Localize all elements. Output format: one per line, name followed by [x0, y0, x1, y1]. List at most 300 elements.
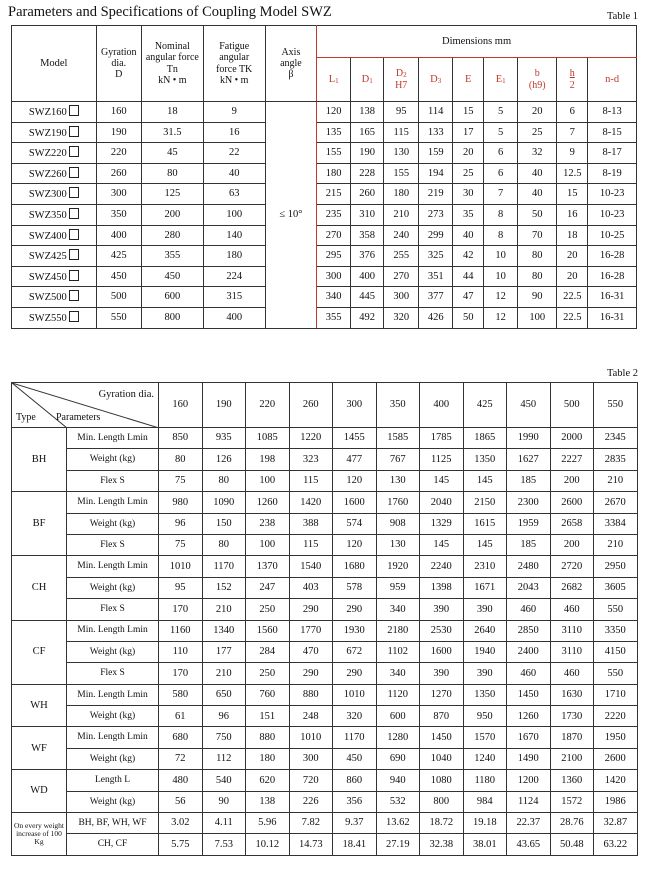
- header-model: Model: [12, 26, 97, 102]
- table2-cell: 200: [550, 470, 594, 491]
- table2-cell: 185: [507, 470, 551, 491]
- table2-cell: 850: [159, 428, 203, 449]
- table2-cell: 1940: [463, 641, 507, 662]
- table2-cell: 238: [246, 513, 290, 534]
- table2-cell: 38.01: [463, 834, 507, 855]
- table1-cell: 50: [518, 204, 557, 225]
- table2-cell: 1010: [289, 727, 333, 748]
- table2-cell: 1710: [594, 684, 638, 705]
- table2-cell: 22.37: [507, 813, 551, 834]
- table2-cell: 120: [333, 534, 377, 555]
- table1-cell: 80: [141, 163, 203, 184]
- table1-cell: 16-28: [588, 266, 637, 287]
- table2-cell: 680: [159, 727, 203, 748]
- table2-cell: 1959: [507, 513, 551, 534]
- table2-row: [12, 791, 638, 812]
- table2-cell: 1080: [420, 770, 464, 791]
- table2-cell: 145: [420, 534, 464, 555]
- table1-cell: 492: [351, 307, 384, 328]
- table2-cell: 1450: [507, 684, 551, 705]
- parameter-cell: Flex S: [67, 663, 159, 684]
- table1-cell: 125: [141, 184, 203, 205]
- table2-row: [12, 748, 638, 769]
- table2-cell: 50.48: [550, 834, 594, 855]
- table2-header-row: [12, 383, 638, 428]
- table1-cell: 16-28: [588, 246, 637, 267]
- table1-cell: 6: [484, 163, 518, 184]
- table1-cell: 9: [203, 102, 265, 123]
- table2: [11, 382, 638, 856]
- table2-column-header: 160: [159, 383, 203, 428]
- table2-cell: 80: [159, 449, 203, 470]
- table2-cell: 126: [202, 449, 246, 470]
- table1-cell: 310: [351, 204, 384, 225]
- table2-cell: 2480: [507, 556, 551, 577]
- table1-cell: 80: [518, 266, 557, 287]
- table2-cell: 1040: [420, 748, 464, 769]
- parameter-cell: Min. Length Lmin: [67, 684, 159, 705]
- table2-column-header: 450: [507, 383, 551, 428]
- parameter-cell: Weight (kg): [67, 706, 159, 727]
- table2-cell: 540: [202, 770, 246, 791]
- table1-cell: 16-31: [588, 307, 637, 328]
- table2-cell: 63.22: [594, 834, 638, 855]
- table2-cell: 2310: [463, 556, 507, 577]
- table1-row: [12, 246, 637, 267]
- table2-cell: 1270: [420, 684, 464, 705]
- table2-cell: 650: [202, 684, 246, 705]
- table2-cell: 200: [550, 534, 594, 555]
- table2-cell: 1680: [333, 556, 377, 577]
- table2-cell: 5.96: [246, 813, 290, 834]
- table1-cell: 800: [141, 307, 203, 328]
- table2-cell: 1615: [463, 513, 507, 534]
- table2-cell: 959: [376, 577, 420, 598]
- table2-cell: 2150: [463, 492, 507, 513]
- table2-cell: 950: [463, 706, 507, 727]
- checkbox-square-icon: [69, 311, 79, 322]
- corner-parameters-label: Parameters: [56, 412, 101, 423]
- table2-cell: 1572: [550, 791, 594, 812]
- table2-row: [12, 428, 638, 449]
- table1-cell: 165: [351, 122, 384, 143]
- table2-cell: 390: [420, 663, 464, 684]
- table2-cell: 390: [463, 599, 507, 620]
- corner-gyration-label: Gyration dia.: [98, 389, 154, 400]
- table2-cell: 284: [246, 641, 290, 662]
- table1-cell: 80: [518, 246, 557, 267]
- table2-cell: 19.18: [463, 813, 507, 834]
- table2-cell: 80: [202, 534, 246, 555]
- table2-cell: 390: [463, 663, 507, 684]
- table1-cell: 140: [203, 225, 265, 246]
- table1-cell: 500: [96, 287, 141, 308]
- table1-cell: 45: [141, 143, 203, 164]
- table2-cell: 32.87: [594, 813, 638, 834]
- table1-cell: 25: [518, 122, 557, 143]
- parameter-cell: Weight (kg): [67, 748, 159, 769]
- table2-cell: 1671: [463, 577, 507, 598]
- parameter-cell: Min. Length Lmin: [67, 727, 159, 748]
- table2-cell: 180: [246, 748, 290, 769]
- table1-cell: 100: [518, 307, 557, 328]
- table2-row: [12, 513, 638, 534]
- table2-cell: 870: [420, 706, 464, 727]
- table2-cell: 100: [246, 470, 290, 491]
- table2-cell: 1870: [550, 727, 594, 748]
- table1-cell: 20: [557, 266, 588, 287]
- table2-row: [12, 727, 638, 748]
- table2-cell: 2227: [550, 449, 594, 470]
- table2-cell: 323: [289, 449, 333, 470]
- table2-cell: 720: [289, 770, 333, 791]
- table2-cell: 3350: [594, 620, 638, 641]
- table2-cell: 2682: [550, 577, 594, 598]
- parameter-cell: Min. Length Lmin: [67, 492, 159, 513]
- table1-cell: 325: [419, 246, 453, 267]
- parameter-cell: Flex S: [67, 599, 159, 620]
- table2-cell: 1950: [594, 727, 638, 748]
- table2-cell: 620: [246, 770, 290, 791]
- table1-cell: 426: [419, 307, 453, 328]
- table2-cell: 4150: [594, 641, 638, 662]
- table2-cell: 10.12: [246, 834, 290, 855]
- table1-cell: 7: [484, 184, 518, 205]
- table2-cell: 145: [463, 470, 507, 491]
- table2-cell: 2835: [594, 449, 638, 470]
- table2-cell: 1930: [333, 620, 377, 641]
- table2-cell: 152: [202, 577, 246, 598]
- table2-cell: 1920: [376, 556, 420, 577]
- table2-cell: 75: [159, 470, 203, 491]
- parameter-cell: BH, BF, WH, WF: [67, 813, 159, 834]
- table2-cell: 980: [159, 492, 203, 513]
- table1-cell: 40: [453, 225, 484, 246]
- table1-cell: 351: [419, 266, 453, 287]
- model-cell: SWZ220: [12, 143, 97, 164]
- table1-cell: 63: [203, 184, 265, 205]
- parameter-cell: Weight (kg): [67, 577, 159, 598]
- table2-row: [12, 470, 638, 491]
- table2-cell: 96: [202, 706, 246, 727]
- table2-cell: 2658: [550, 513, 594, 534]
- table2-cell: 13.62: [376, 813, 420, 834]
- table1-cell: 350: [96, 204, 141, 225]
- table2-cell: 1455: [333, 428, 377, 449]
- table2-cell: 27.19: [376, 834, 420, 855]
- table1-cell: 20: [518, 102, 557, 123]
- table2-cell: 480: [159, 770, 203, 791]
- parameter-cell: Flex S: [67, 470, 159, 491]
- table1-cell: 260: [96, 163, 141, 184]
- table2-cell: 3110: [550, 641, 594, 662]
- table2-cell: 145: [420, 470, 464, 491]
- table2-cell: 1770: [289, 620, 333, 641]
- table2-cell: 1585: [376, 428, 420, 449]
- table1-cell: 235: [317, 204, 351, 225]
- table2-cell: 4.11: [202, 813, 246, 834]
- table1-cell: 159: [419, 143, 453, 164]
- table1-cell: 6: [557, 102, 588, 123]
- table2-column-header: 400: [420, 383, 464, 428]
- table1-cell: 70: [518, 225, 557, 246]
- table1-cell: 22.5: [557, 287, 588, 308]
- table2-corner-header: [12, 383, 159, 428]
- table2-cell: 2400: [507, 641, 551, 662]
- header-axis-angle: Axis angle β: [265, 26, 317, 102]
- table2-cell: 14.73: [289, 834, 333, 855]
- table2-cell: 138: [246, 791, 290, 812]
- header-D3: D3: [419, 58, 453, 102]
- table2-cell: 2600: [594, 748, 638, 769]
- header-nominal-force: Nominal angular force Tn kN • m: [141, 26, 203, 102]
- table1-cell: 114: [419, 102, 453, 123]
- table1-cell: 10: [484, 266, 518, 287]
- table1-cell: 16: [557, 204, 588, 225]
- table2-row: [12, 663, 638, 684]
- table2-row: [12, 770, 638, 791]
- table2-cell: 550: [594, 599, 638, 620]
- header-gyration: Gyration dia. D: [96, 26, 141, 102]
- table2-cell: 1280: [376, 727, 420, 748]
- table1-row: [12, 266, 637, 287]
- table1-cell: 550: [96, 307, 141, 328]
- table2-column-header: 350: [376, 383, 420, 428]
- header-b: b (h9): [518, 58, 557, 102]
- table1-cell: 17: [453, 122, 484, 143]
- table2-cell: 1340: [202, 620, 246, 641]
- table2-cell: 3384: [594, 513, 638, 534]
- table2-cell: 2040: [420, 492, 464, 513]
- table1-cell: 425: [96, 246, 141, 267]
- table2-cell: 130: [376, 470, 420, 491]
- table1-cell: 355: [317, 307, 351, 328]
- table1-cell: 219: [419, 184, 453, 205]
- table1-cell: 133: [419, 122, 453, 143]
- type-cell: WD: [12, 770, 67, 813]
- table2-cell: 1490: [507, 748, 551, 769]
- table2-cell: 115: [289, 534, 333, 555]
- table2-cell: 32.38: [420, 834, 464, 855]
- model-cell: SWZ260: [12, 163, 97, 184]
- table2-cell: 1560: [246, 620, 290, 641]
- checkbox-square-icon: [69, 249, 79, 260]
- table2-cell: 210: [594, 534, 638, 555]
- table1-cell: 31.5: [141, 122, 203, 143]
- table2-cell: 2000: [550, 428, 594, 449]
- table1-cell: 40: [518, 163, 557, 184]
- table2-cell: 1090: [202, 492, 246, 513]
- table1-cell: 10: [484, 246, 518, 267]
- table2-cell: 767: [376, 449, 420, 470]
- table2-cell: 672: [333, 641, 377, 662]
- table1-cell: 8: [484, 225, 518, 246]
- document-title: Parameters and Specifications of Coupling Model SWZ: [8, 4, 332, 20]
- table2-cell: 56: [159, 791, 203, 812]
- table2-row: [12, 534, 638, 555]
- table1-cell: 220: [96, 143, 141, 164]
- table2-row: [12, 813, 638, 834]
- table2-cell: 250: [246, 663, 290, 684]
- header-n-d: n-d: [588, 58, 637, 102]
- table1-cell: 5: [484, 122, 518, 143]
- table2-cell: 800: [420, 791, 464, 812]
- table2-cell: 9.37: [333, 813, 377, 834]
- table2-cell: 2240: [420, 556, 464, 577]
- table2-cell: 460: [550, 599, 594, 620]
- table2-row: [12, 706, 638, 727]
- table1-cell: 340: [317, 287, 351, 308]
- table1-cell: 299: [419, 225, 453, 246]
- table1-cell: 190: [96, 122, 141, 143]
- table2-cell: 1540: [289, 556, 333, 577]
- table2-cell: 18.72: [420, 813, 464, 834]
- table2-cell: 290: [333, 599, 377, 620]
- table2-cell: 320: [333, 706, 377, 727]
- table1-cell: 25: [453, 163, 484, 184]
- model-cell: SWZ500: [12, 287, 97, 308]
- table2-cell: 1260: [507, 706, 551, 727]
- parameter-cell: Min. Length Lmin: [67, 428, 159, 449]
- table1-cell: 35: [453, 204, 484, 225]
- table2-cell: 2043: [507, 577, 551, 598]
- table2-cell: 290: [333, 663, 377, 684]
- table2-cell: 250: [246, 599, 290, 620]
- table2-cell: 28.76: [550, 813, 594, 834]
- header-D2: D2 H7: [384, 58, 419, 102]
- table1-cell: 95: [384, 102, 419, 123]
- table1-cell: 155: [384, 163, 419, 184]
- table1-label: Table 1: [606, 11, 638, 22]
- table2-column-header: 190: [202, 383, 246, 428]
- table2-cell: 2670: [594, 492, 638, 513]
- table2-cell: 750: [202, 727, 246, 748]
- type-cell: BF: [12, 492, 67, 556]
- table1-cell: 22: [203, 143, 265, 164]
- table2-cell: 1370: [246, 556, 290, 577]
- table2-cell: 112: [202, 748, 246, 769]
- parameter-cell: Weight (kg): [67, 791, 159, 812]
- table1-cell: 377: [419, 287, 453, 308]
- table1-cell: 9: [557, 143, 588, 164]
- table2-cell: 1398: [420, 577, 464, 598]
- type-cell: CH: [12, 556, 67, 620]
- table1-cell: 47: [453, 287, 484, 308]
- table1-cell: 135: [317, 122, 351, 143]
- table2-cell: 356: [333, 791, 377, 812]
- table1-cell: 32: [518, 143, 557, 164]
- table1-cell: 15: [557, 184, 588, 205]
- table2-cell: 1170: [333, 727, 377, 748]
- checkbox-square-icon: [69, 187, 79, 198]
- table2-row: [12, 834, 638, 855]
- table1-cell: 400: [203, 307, 265, 328]
- table2-cell: 1124: [507, 791, 551, 812]
- table1-cell: 600: [141, 287, 203, 308]
- table2-body: [12, 383, 638, 856]
- table2-cell: 145: [463, 534, 507, 555]
- table1-cell: 180: [203, 246, 265, 267]
- table2-row: [12, 556, 638, 577]
- table2-cell: 860: [333, 770, 377, 791]
- table1-cell: 190: [351, 143, 384, 164]
- table1-cell: 273: [419, 204, 453, 225]
- table1-cell: 300: [384, 287, 419, 308]
- table2-cell: 2600: [550, 492, 594, 513]
- table1-cell: 8-15: [588, 122, 637, 143]
- table2-label: Table 2: [606, 368, 638, 379]
- checkbox-square-icon: [69, 208, 79, 219]
- model-cell: SWZ550: [12, 307, 97, 328]
- table2-cell: 935: [202, 428, 246, 449]
- table2-cell: 1260: [246, 492, 290, 513]
- table1-cell: 300: [317, 266, 351, 287]
- table1-cell: 255: [384, 246, 419, 267]
- table2-cell: 1785: [420, 428, 464, 449]
- table2-cell: 550: [594, 663, 638, 684]
- table1-row: [12, 122, 637, 143]
- table1-cell: 160: [96, 102, 141, 123]
- table1-cell: 295: [317, 246, 351, 267]
- table2-cell: 151: [246, 706, 290, 727]
- parameter-cell: Weight (kg): [67, 449, 159, 470]
- table1-row: [12, 204, 637, 225]
- table1-row: [12, 307, 637, 328]
- model-cell: SWZ350: [12, 204, 97, 225]
- model-cell: SWZ450: [12, 266, 97, 287]
- table1-cell: 42: [453, 246, 484, 267]
- table1-cell: 10-25: [588, 225, 637, 246]
- table1-cell: 18: [141, 102, 203, 123]
- table2-cell: 984: [463, 791, 507, 812]
- table1-cell: 10-23: [588, 204, 637, 225]
- checkbox-square-icon: [69, 105, 79, 116]
- table2-cell: 1670: [507, 727, 551, 748]
- header-E: E: [453, 58, 484, 102]
- table1-cell: 100: [203, 204, 265, 225]
- table2-cell: 61: [159, 706, 203, 727]
- table2-cell: 1986: [594, 791, 638, 812]
- table2-cell: 1450: [420, 727, 464, 748]
- table2-cell: 1420: [289, 492, 333, 513]
- table1-cell: 270: [384, 266, 419, 287]
- table1-cell: 120: [317, 102, 351, 123]
- table2-cell: 5.75: [159, 834, 203, 855]
- table1-cell: 90: [518, 287, 557, 308]
- table2-cell: 580: [159, 684, 203, 705]
- table2-cell: 1200: [507, 770, 551, 791]
- table1: [11, 25, 637, 329]
- table2-cell: 1120: [376, 684, 420, 705]
- table2-cell: 1990: [507, 428, 551, 449]
- table2-cell: 95: [159, 577, 203, 598]
- corner-type-label: Type: [16, 412, 36, 423]
- header-dimensions: Dimensions mm: [317, 26, 637, 58]
- checkbox-square-icon: [69, 290, 79, 301]
- table2-cell: 2220: [594, 706, 638, 727]
- table2-cell: 210: [202, 663, 246, 684]
- table1-cell: 228: [351, 163, 384, 184]
- table2-row: [12, 449, 638, 470]
- table2-cell: 470: [289, 641, 333, 662]
- table1-cell: 138: [351, 102, 384, 123]
- table2-cell: 1600: [333, 492, 377, 513]
- type-cell: On every weight increase of 100 Kg: [12, 813, 67, 856]
- table2-cell: 130: [376, 534, 420, 555]
- parameter-cell: Weight (kg): [67, 641, 159, 662]
- table1-cell: 260: [351, 184, 384, 205]
- table2-cell: 115: [289, 470, 333, 491]
